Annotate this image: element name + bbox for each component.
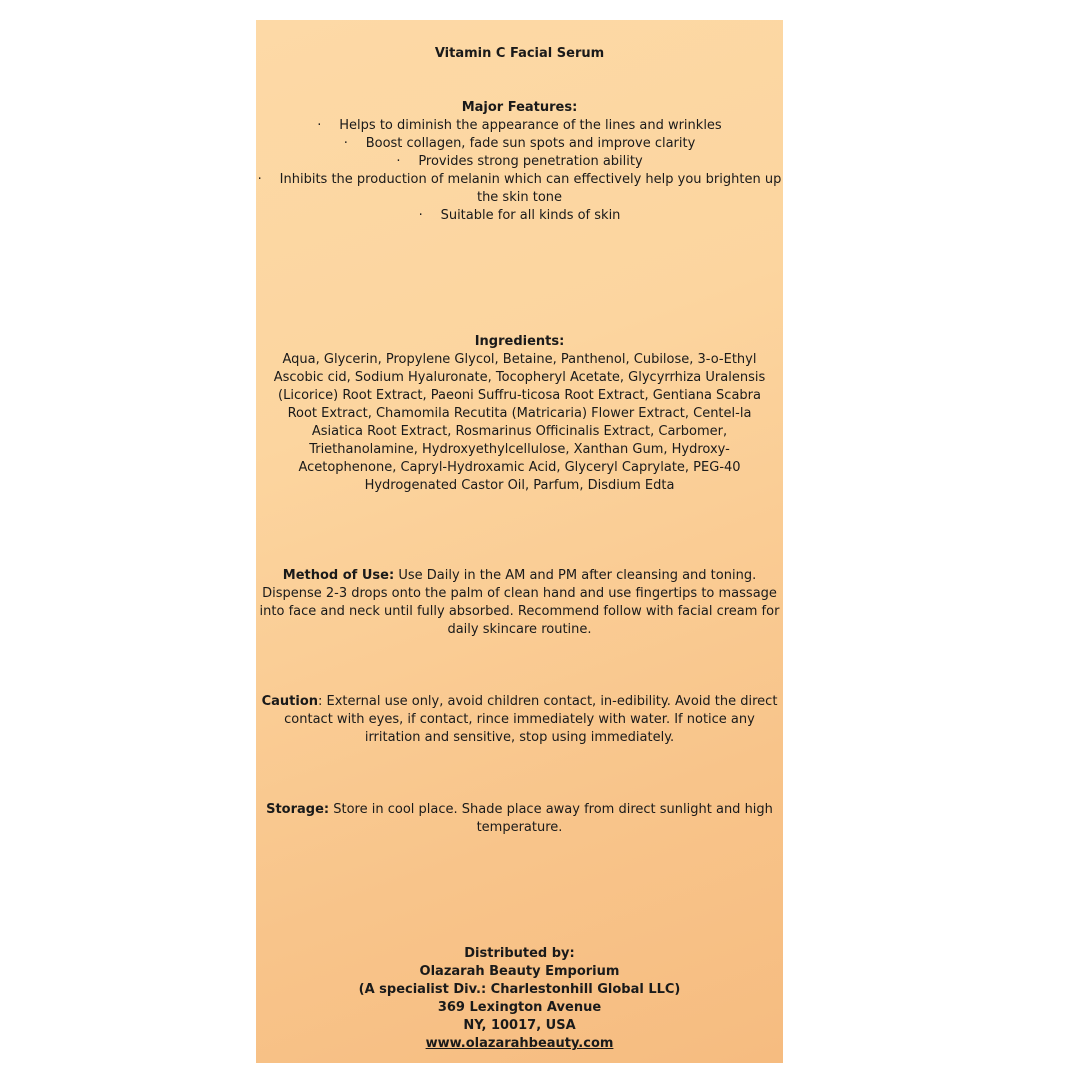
bullet-icon: · [343,136,348,151]
storage-text: Store in cool place. Shade place away from direct sunlight and high temperature. [329,802,773,835]
caution-text: : External use only, avoid children contact, in-edibility. Avoid the direct contact with eyes, if contact, rince immediately with water. If notice any irritation and sensitive, stop using immediately. [284,694,778,745]
method-label: Method of Use: [282,568,395,583]
product-label-panel [256,20,783,1063]
ingredients-heading: Ingredients: [474,334,565,349]
method-text: Use Daily in the AM and PM after cleansing and toning. Dispense 2-3 drops onto the palm of clean hand and use fingertips to massage into face and neck until fully absorbed. Recommend follow with facial cream for daily skincare routine. [259,568,780,637]
feature-text: Suitable for all kinds of skin [440,208,621,223]
bullet-icon: · [317,118,322,133]
caution-label: Caution [261,694,319,709]
ingredients-text: Aqua, Glycerin, Propylene Glycol, Betaine, Panthenol, Cubilose, 3-o-Ethyl Ascobic cid, Sodium Hyaluronate, Tocopheryl Acetate, Glycyrrhiza Uralensis (Licorice) Root Extract, Paeoni Suffru-ticosa Root Extract, Gentiana Scabra Root Extract, Chamomila Recutita (Matricaria) Flower Extract, Centel-la Asiatica Root Extract, Rosmarinus Officinalis Extract, Carbomer, Triethanolamine, Hydroxyethylcellulose, Xanthan Gum, Hydroxy-Acetophenone, Capryl-Hydroxamic Acid, Glyceryl Caprylate, PEG-40 Hydrogenated Castor Oil, Parfum, Disdium Edta [273,352,766,493]
feature-text: Inhibits the production of melanin which can effectively help you brighten up the skin tone [279,172,782,205]
bullet-icon: · [396,154,401,169]
distributor-heading: Distributed by: [464,946,575,961]
website-link[interactable]: www.olazarahbeauty.com [425,1036,614,1051]
storage-label: Storage: [266,802,330,817]
feature-item [256,135,783,153]
feature-item [256,153,783,171]
caution [256,693,783,747]
storage [262,801,777,837]
features-list [256,117,783,225]
distributor-street: 369 Lexington Avenue [437,1000,602,1015]
distributor-city: NY, 10017, USA [463,1018,576,1033]
feature-text: Helps to diminish the appearance of the lines and wrinkles [339,118,722,133]
method-of-use [256,567,783,639]
feature-item [256,117,783,135]
feature-item [256,171,783,207]
feature-text: Provides strong penetration ability [418,154,643,169]
product-title: Vitamin C Facial Serum [434,46,605,61]
features-heading: Major Features: [461,100,578,115]
feature-text: Boost collagen, fade sun spots and improve clarity [365,136,696,151]
distributor-block [256,945,783,1053]
bullet-icon: · [257,172,262,187]
feature-item [256,207,783,225]
distributor-name: Olazarah Beauty Emporium [419,964,620,979]
distributor-division: (A specialist Div.: Charlestonhill Global LLC) [358,982,681,997]
bullet-icon: · [418,208,423,223]
